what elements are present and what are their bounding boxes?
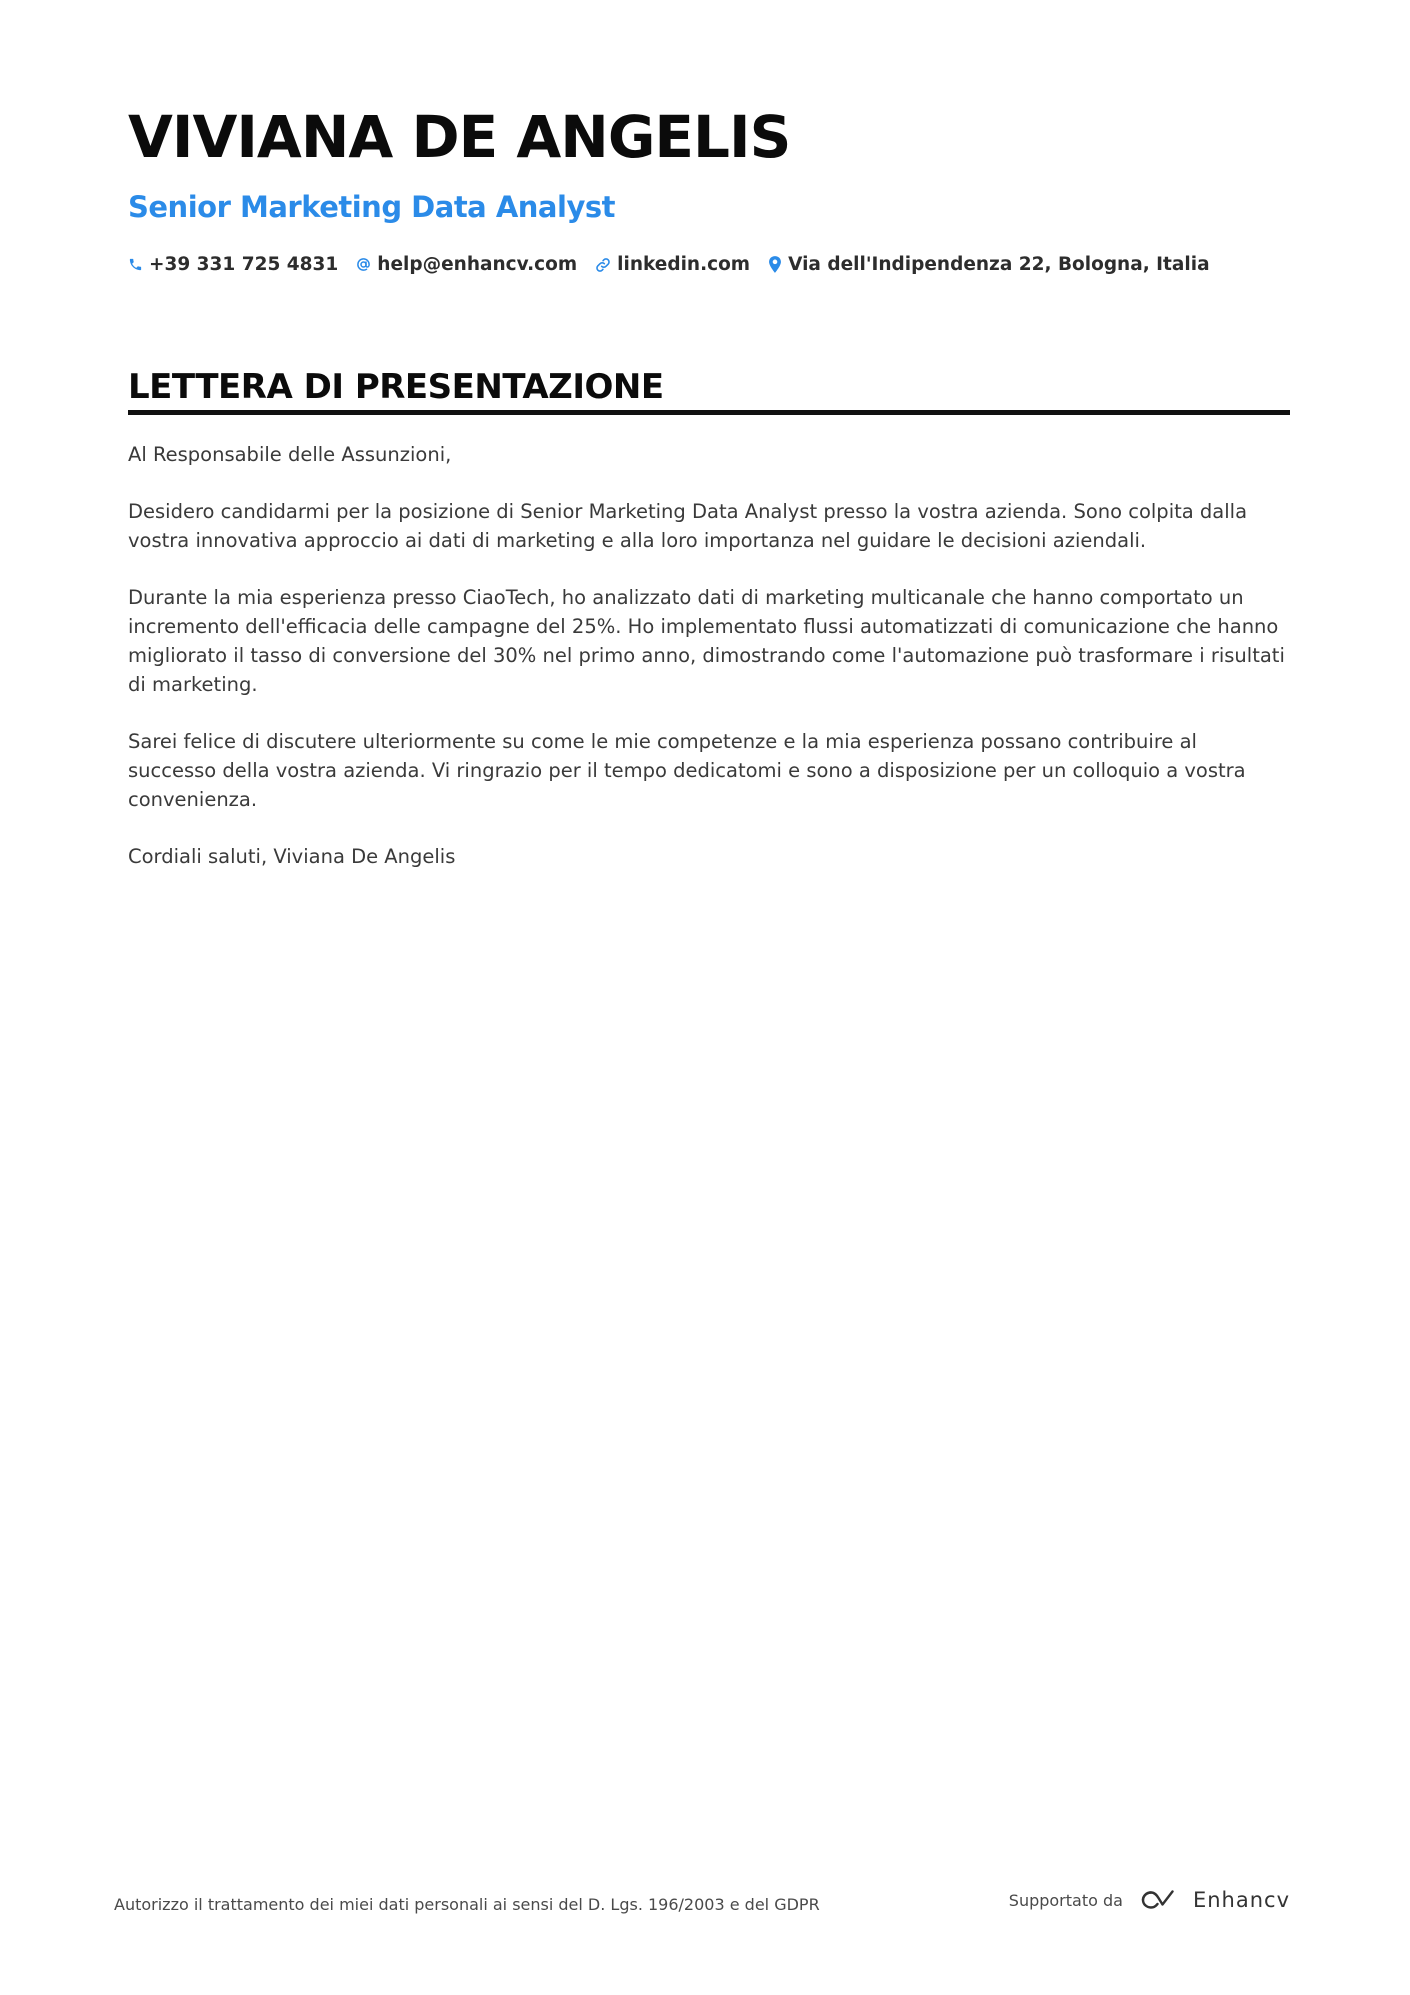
- website-link[interactable]: linkedin.com: [617, 254, 751, 275]
- consent-notice: Autorizzo il trattamento dei miei dati personali ai sensi del D. Lgs. 196/2003 e del GDPR: [114, 1895, 820, 1914]
- letter-greeting: Al Responsabile delle Assunzioni,: [128, 443, 452, 466]
- phone-icon: [128, 257, 143, 272]
- section-title: LETTERA DI PRESENTAZIONE: [128, 367, 664, 407]
- letter-paragraph: Desidero candidarmi per la posizione di Senior Marketing Data Analyst presso la vostra azienda. Sono colpita dalla vostra innovativa approccio ai dati di marketing e alla loro importanza nel guidare le decisioni aziendali.: [128, 500, 1248, 552]
- powered-by-label: Supportato da: [1008, 1890, 1123, 1910]
- letter-paragraph: Durante la mia esperienza presso CiaoTech, ho analizzato dati di marketing multicanale che hanno comportato un incremento dell'efficacia delle campagne del 25%. Ho implementato flussi automatizzati di comunicazione che hanno migliorato il tasso di conversione del 30% nel primo anno, dimostrando come l'automazione può trasformare i risultati di marketing.: [128, 586, 1285, 696]
- job-title: Senior Marketing Data Analyst: [128, 190, 615, 224]
- link-icon: [595, 257, 611, 273]
- contact-address: [768, 254, 1209, 275]
- letter-body: [128, 440, 1290, 899]
- section-divider: [128, 410, 1290, 415]
- contact-website: [595, 254, 750, 275]
- at-icon: [356, 257, 371, 272]
- contact-bar: [128, 254, 1228, 275]
- enhancv-logo-icon: [1135, 1888, 1181, 1912]
- contact-email: [356, 254, 577, 275]
- brand-wordmark: Enhancv: [1192, 1888, 1290, 1912]
- address-text: Via dell'Indipendenza 22, Bologna, Italia: [788, 254, 1210, 275]
- letter-closing: Cordiali saluti, Viviana De Angelis: [128, 845, 456, 868]
- contact-phone: [128, 254, 338, 275]
- powered-by[interactable]: [1009, 1888, 1290, 1912]
- letter-paragraph: Sarei felice di discutere ulteriormente su come le mie competenze e la mia esperienza possano contribuire al successo della vostra azienda. Vi ringrazio per il tempo dedicatomi e sono a disposizione per un colloquio a vostra convenienza.: [128, 730, 1246, 811]
- phone-number[interactable]: +39 331 725 4831: [149, 254, 339, 275]
- location-pin-icon: [768, 256, 782, 273]
- email-address[interactable]: help@enhancv.com: [377, 254, 578, 275]
- candidate-name: VIVIANA DE ANGELIS: [128, 103, 791, 171]
